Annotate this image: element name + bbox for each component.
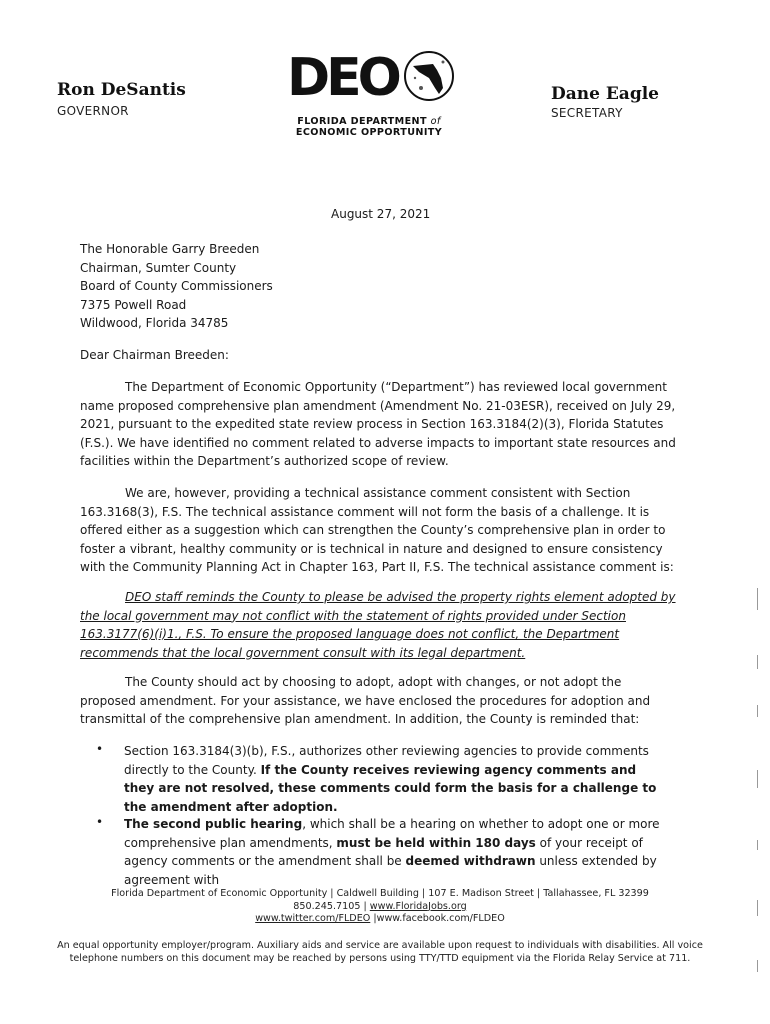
recipient-line: Wildwood, Florida 34785 [80,316,229,330]
recipient-line: Chairman, Sumter County [80,260,237,275]
facebook-link[interactable]: www.facebook.com/FLDEO [376,913,505,924]
deo-logo-letters: DEO [287,48,398,108]
recipient-address [80,240,273,333]
salutation: Dear Chairman Breeden: [80,348,229,362]
paragraph-review: The Department of Economic Opportunity (“Department”) has reviewed local government name proposed comprehensive plan amendment (Amendment No. 21-03ESR), received on July 29, 2021, pursuant to the expedited state review process in Section 163.3184(2)(3), Florida Statutes (F.S.). We have identified no comment related to adverse impacts to important state resources and facilities within the Department’s authorized scope of review. [80,380,676,468]
scan-artifact [757,588,758,610]
secretary-title: SECRETARY [551,106,623,120]
letter-date: August 27, 2021 [331,207,431,221]
florida-map-icon [403,48,455,104]
scan-artifact [757,770,758,788]
footer-contact [60,888,700,926]
scan-artifact [757,655,758,669]
bullet-reviewing-agencies: Section 163.3184(3)(b), F.S., authorizes other reviewing agencies to provide comments directly to the County. If the County receives reviewing agency comments and they are not resolved, these comments could form the basis for a challenge to the amendment after adoption. [124,744,657,814]
website-link[interactable]: www.FloridaJobs.org [369,900,467,912]
secretary-name: Dane Eagle [551,84,659,104]
recipient-line: Board of County Commissioners [80,279,273,293]
scan-artifact [757,705,758,717]
footer-address: Florida Department of Economic Opportunity | Caldwell Building | 107 E. Madison Street | Tallahassee, FL 32399 [111,888,649,899]
governor-name: Ron DeSantis [57,80,186,100]
bullet-second-hearing: The second public hearing, which shall be a hearing on whether to adopt one or more comprehensive plan amendments, must be held within 180 days of your receipt of agency comments or the amendment shall be deemed withdrawn unless extended by agreement with [124,817,660,887]
recipient-line: The Honorable Garry Breeden [80,242,260,256]
bullet-dot: • [96,815,104,829]
twitter-link[interactable]: www.twitter.com/FLDEO [255,913,371,924]
deo-logo [285,44,455,144]
footer-phone-line: 850.245.7105 | www.FloridaJobs.org [293,900,467,912]
scan-artifact [757,840,758,850]
recipient-line: 7375 Powell Road [80,297,187,312]
bullet-dot: • [96,742,104,756]
paragraph-action: The County should act by choosing to adopt, adopt with changes, or not adopt the proposed amendment. For your assistance, we have enclosed the procedures for adoption and transmittal of the comprehensive plan amendment. In addition, the County is reminded that: [80,675,651,726]
deo-logo-subtitle: FLORIDA DEPARTMENT of ECONOMIC OPPORTUNITY [295,116,443,138]
scan-artifact [757,960,758,972]
scan-artifact [757,900,758,916]
footer-notice: An equal opportunity employer/program. Auxiliary aids and service are available upon request to individuals with disabilities. All voice telephone numbers on this document may be reached by persons using TTY/TTD equipment via the Florida Relay Service at 711. [57,940,703,964]
footer-social-line: www.twitter.com/FLDEO |www.facebook.com/FLDEO [255,913,505,924]
paragraph-technical-assistance: We are, however, providing a technical assistance comment consistent with Section 163.3168(3), F.S. The technical assistance comment will not form the basis of a challenge. It is offered either as a suggestion which can strengthen the County’s comprehensive plan in order to foster a vibrant, healthy community or is technical in nature and designed to ensure consistency with the Community Planning Act in Chapter 163, Part II, F.S. The technical assistance comment is: [80,486,674,574]
paragraph-comment: DEO staff reminds the County to please be advised the property rights element adopted by the local government may not conflict with the statement of rights provided under Section 163.3177(6)(i)1., F.S. To ensure the proposed language does not conflict, the Department recommends that the local government consult with its legal department. [80,590,676,660]
governor-title: GOVERNOR [57,104,129,118]
